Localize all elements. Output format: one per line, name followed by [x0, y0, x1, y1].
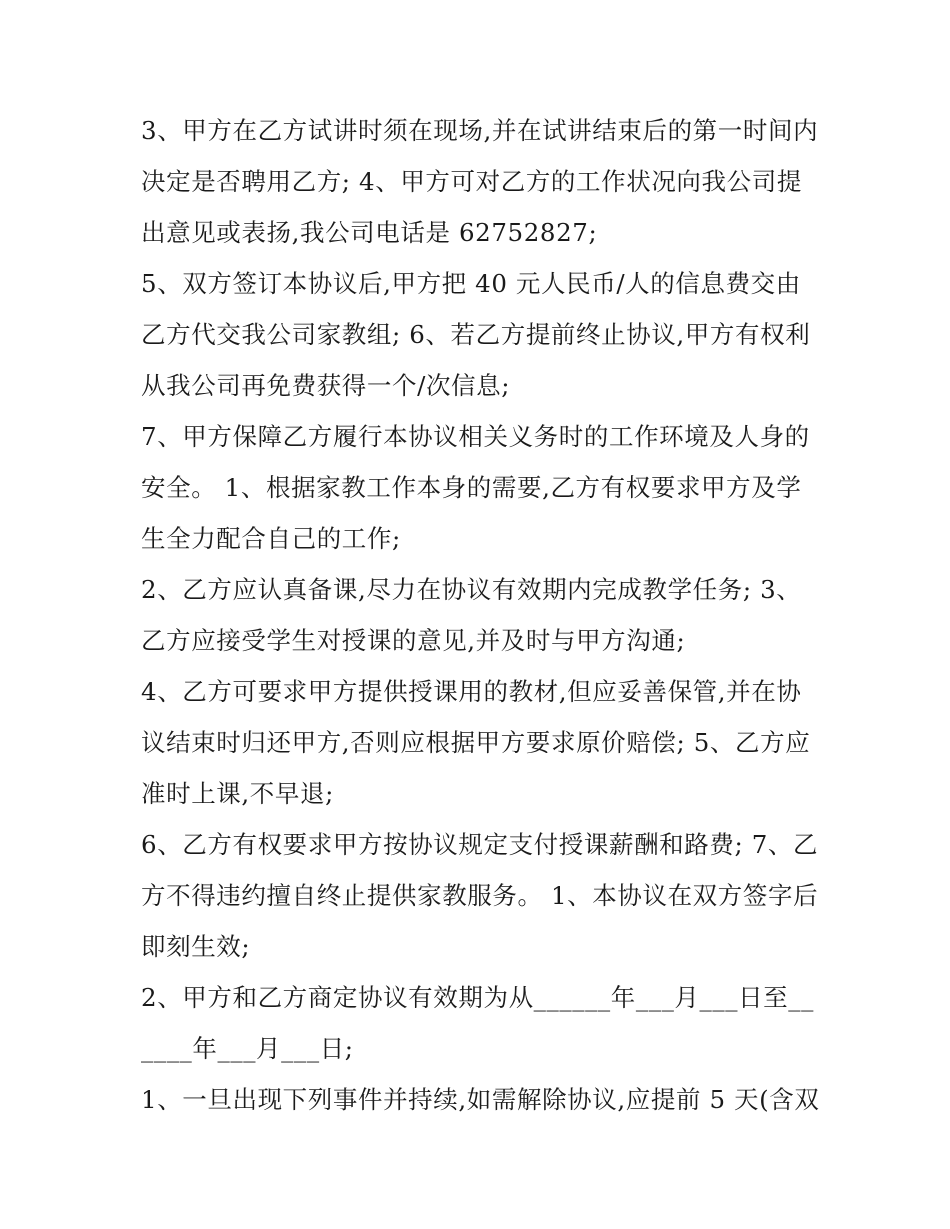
paragraph-clause-6-7-1: 6、乙方有权要求甲方按协议规定支付授课薪酬和路费; 7、乙方不得违约擅自终止提供家教服务。 1、本协议在双方签字后即刻生效;: [141, 830, 819, 961]
document-body: [141, 105, 821, 1125]
paragraph-clause-5-6: 5、双方签订本协议后,甲方把 40 元人民币/人的信息费交由乙方代交我公司家教组; 6、若乙方提前终止协议,甲方有权利从我公司再免费获得一个/次信息;: [141, 269, 811, 400]
paragraph-termination: 1、一旦出现下列事件并持续,如需解除协议,应提前 5 天(含双: [141, 1085, 820, 1114]
paragraph-clause-2-3: 2、乙方应认真备课,尽力在协议有效期内完成教学任务; 3、乙方应接受学生对授课的意见,并及时与甲方沟通;: [141, 575, 802, 655]
paragraph-clause-4-5: 4、乙方可要求甲方提供授课用的教材,但应妥善保管,并在协议结束时归还甲方,否则应根据甲方要求原价赔偿; 5、乙方应准时上课,不早退;: [141, 677, 811, 808]
paragraph-validity-period: 2、甲方和乙方商定协议有效期为从______年___月___日至______年___月___日;: [141, 983, 814, 1063]
paragraph-clause-7-1: 7、甲方保障乙方履行本协议相关义务时的工作环境及人身的安全。 1、根据家教工作本身的需要,乙方有权要求甲方及学生全力配合自己的工作;: [141, 422, 810, 553]
paragraph-clause-3-4: 3、甲方在乙方试讲时须在现场,并在试讲结束后的第一时间内决定是否聘用乙方; 4、甲方可对乙方的工作状况向我公司提出意见或表扬,我公司电话是 62752827;: [141, 116, 819, 247]
